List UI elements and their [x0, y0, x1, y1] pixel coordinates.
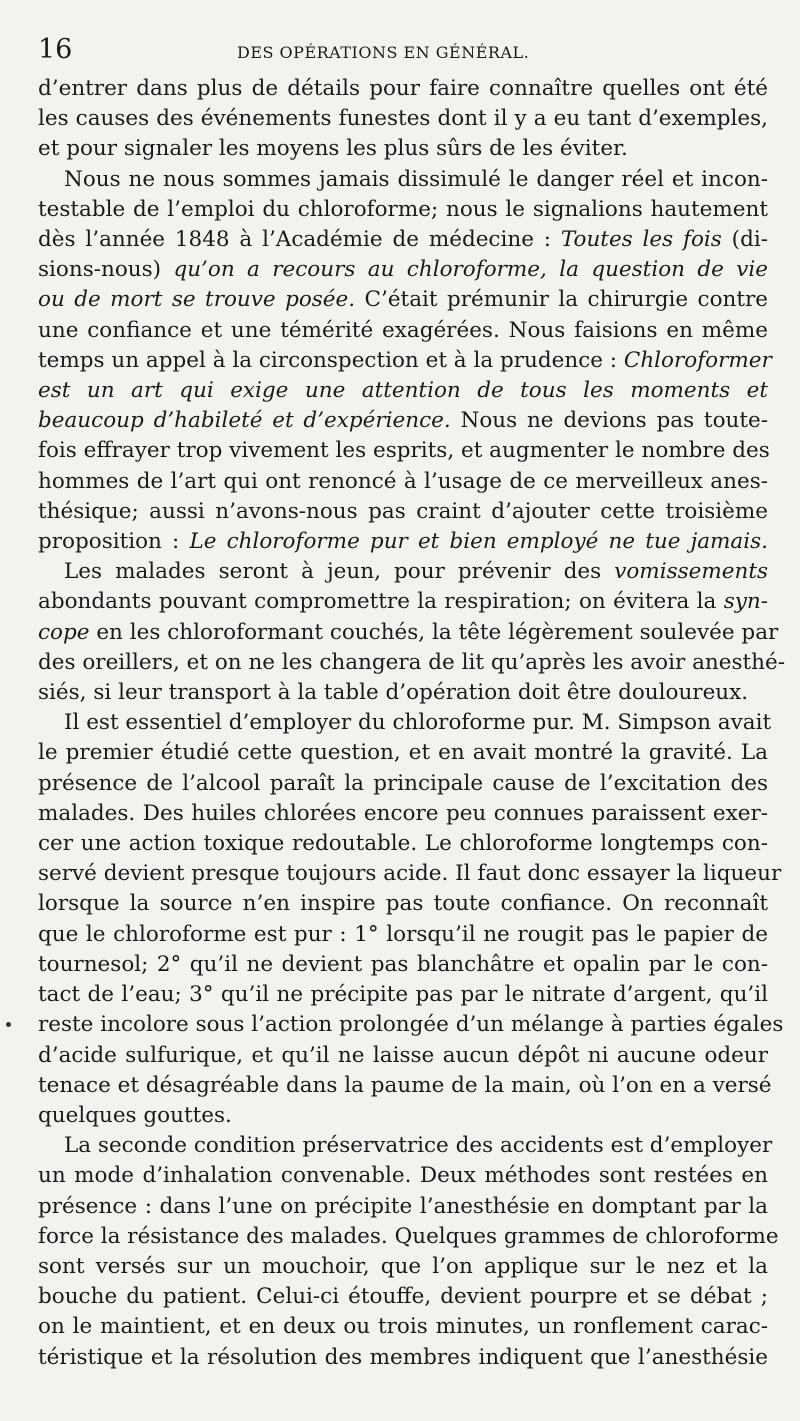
- italic-text: syn-: [723, 589, 768, 615]
- text-run: et pour signaler les moyens les plus sûrs de les éviter.: [38, 136, 628, 162]
- text-line: [38, 195, 768, 225]
- text-run: que le chloroforme est pur : 1° lorsqu’il ne rougit pas le papier de: [38, 921, 768, 947]
- text-line: [38, 618, 779, 648]
- text-line: [38, 950, 768, 980]
- body-text: [38, 74, 785, 1373]
- text-run: malades. Des huiles chlorées encore peu connues paraissent exer-: [38, 800, 768, 826]
- text-run: présence : dans l’une on précipite l’anesthésie en domptant par la: [38, 1193, 768, 1219]
- text-line: [38, 225, 768, 255]
- text-line: [38, 74, 768, 104]
- text-line: [38, 104, 768, 134]
- book-page: [38, 34, 785, 1373]
- text-line: [38, 1252, 768, 1282]
- text-run: reste incolore sous l’action prolongée d’un mélange à parties égales: [38, 1012, 784, 1038]
- text-run: bouche du patient. Celui-ci étouffe, devient pourpre et se débat ;: [38, 1284, 768, 1310]
- text-run: cer une action toxique redoutable. Le chloroforme longtemps con-: [38, 831, 768, 857]
- text-line: [38, 980, 768, 1010]
- text-line: [38, 1192, 768, 1222]
- italic-text: qu’on a recours au chloroforme, la question de vie: [173, 257, 768, 283]
- text-line: [38, 436, 768, 466]
- text-line: [38, 769, 768, 799]
- text-line: [38, 708, 772, 738]
- text-line: [38, 1161, 768, 1191]
- text-line: [38, 1343, 768, 1373]
- text-run: testable de l’emploi du chloroforme; nous le signalions hautement: [38, 196, 768, 222]
- text-line: [38, 134, 768, 164]
- text-line: [38, 165, 768, 195]
- text-run: un mode d’inhalation convenable. Deux méthodes sont restées en: [38, 1163, 768, 1189]
- text-line: [38, 316, 768, 346]
- italic-text: vomissements: [614, 559, 768, 585]
- text-run: thésique; aussi n’avons-nous pas craint d’ajouter cette troisième: [38, 498, 768, 524]
- text-line: [38, 1222, 779, 1252]
- text-line: [38, 678, 768, 708]
- text-line: [38, 557, 768, 587]
- italic-text: ou de mort se trouve posée.: [38, 287, 356, 313]
- text-line: [38, 255, 768, 285]
- text-run: C’était prémunir la chirurgie contre: [355, 287, 768, 313]
- text-line: [38, 376, 768, 406]
- text-line: [38, 285, 768, 315]
- italic-text: beaucoup d’habileté et d’expérience.: [38, 408, 451, 434]
- text-run: sont versés sur un mouchoir, que l’on applique sur le nez et la: [38, 1253, 768, 1279]
- italic-text: est un art qui exige une attention de tous les moments et: [38, 378, 768, 404]
- text-run: quelques gouttes.: [38, 1102, 232, 1128]
- text-run: force la résistance des malades. Quelques grammes de chloroforme: [38, 1223, 779, 1249]
- text-run: tact de l’eau; 3° qu’il ne précipite pas par le nitrate d’argent, qu’il: [38, 982, 768, 1008]
- text-run: des oreillers, et on ne les changera de lit qu’après les avoir anesthé-: [38, 649, 785, 675]
- text-run: d’entrer dans plus de détails pour faire connaître quelles ont été: [38, 76, 768, 101]
- running-header: [38, 34, 768, 74]
- text-run: fois effrayer trop vivement les esprits, et augmenter le nombre des: [38, 438, 770, 464]
- text-line: [38, 1071, 772, 1101]
- page-number: 16: [38, 34, 73, 65]
- text-line: [38, 829, 768, 859]
- text-run: une confiance et une témérité exagérées. Nous faisions en même: [38, 317, 768, 343]
- text-run: La seconde condition préservatrice des accidents est d’employer: [64, 1133, 773, 1159]
- text-run: proposition :: [38, 529, 190, 555]
- text-run: Il est essentiel d’employer du chloroforme pur. M. Simpson avait: [64, 710, 772, 736]
- italic-text: cope: [38, 619, 90, 645]
- text-line: [38, 346, 772, 376]
- text-line: [38, 1282, 768, 1312]
- text-run: dès l’année 1848 à l’Académie de médecine :: [38, 227, 561, 253]
- text-line: [38, 497, 768, 527]
- text-line: [38, 527, 768, 557]
- text-line: [38, 406, 768, 436]
- italic-text: Toutes les fois: [560, 227, 722, 253]
- text-run: d’acide sulfurique, et qu’il ne laisse aucun dépôt ni aucune odeur: [38, 1042, 768, 1068]
- text-run: présence de l’alcool paraît la principale cause de l’excitation des: [38, 770, 768, 796]
- text-run: hommes de l’art qui ont renoncé à l’usage de ce merveilleux anes-: [38, 468, 768, 494]
- italic-text: Chloroformer: [623, 347, 772, 373]
- text-run: Nous ne devions pas toute-: [450, 408, 768, 434]
- text-run: abondants pouvant compromettre la respiration; on évitera la: [38, 589, 724, 615]
- text-run: tenace et désagréable dans la paume de la main, où l’on en a versé: [38, 1072, 772, 1098]
- text-run: siés, si leur transport à la table d’opération doit être douloureux.: [38, 680, 749, 706]
- text-line: [38, 738, 768, 768]
- text-line: [38, 1131, 773, 1161]
- text-line: [38, 587, 768, 617]
- text-run: sions-nous): [38, 257, 174, 283]
- text-run: (di-: [721, 227, 768, 253]
- text-line: [38, 889, 768, 919]
- running-title: DES OPÉRATIONS EN GÉNÉRAL.: [237, 43, 530, 62]
- text-line: [38, 859, 782, 889]
- text-line: [38, 920, 768, 950]
- text-run: lorsque la source n’en inspire pas toute confiance. On reconnaît: [38, 891, 768, 917]
- text-run: téristique et la résolution des membres indiquent que l’anesthésie: [38, 1344, 768, 1370]
- text-run: Nous ne nous sommes jamais dissimulé le danger réel et incon-: [64, 166, 768, 192]
- text-line: [38, 1010, 784, 1040]
- italic-text: Le chloroforme pur et bien employé ne tue jamais.: [189, 529, 768, 555]
- text-run: tournesol; 2° qu’il ne devient pas blanchâtre et opalin par le con-: [38, 951, 768, 977]
- text-line: [38, 1041, 768, 1071]
- text-run: temps un appel à la circonspection et à la prudence :: [38, 347, 624, 373]
- margin-mark: [6, 1022, 11, 1027]
- text-run: en les chloroformant couchés, la tête légèrement soulevée par: [89, 619, 779, 645]
- text-run: les causes des événements funestes dont il y a eu tant d’exemples,: [38, 106, 768, 132]
- text-run: Les malades seront à jeun, pour prévenir des: [64, 559, 615, 585]
- text-run: le premier étudié cette question, et en avait montré la gravité. La: [38, 740, 768, 766]
- text-run: servé devient presque toujours acide. Il faut donc essayer la liqueur: [38, 861, 782, 887]
- text-line: [38, 799, 768, 829]
- text-line: [38, 467, 768, 497]
- text-run: on le maintient, et en deux ou trois minutes, un ronflement carac-: [38, 1314, 768, 1340]
- text-line: [38, 1312, 768, 1342]
- text-line: [38, 648, 785, 678]
- text-line: [38, 1101, 768, 1131]
